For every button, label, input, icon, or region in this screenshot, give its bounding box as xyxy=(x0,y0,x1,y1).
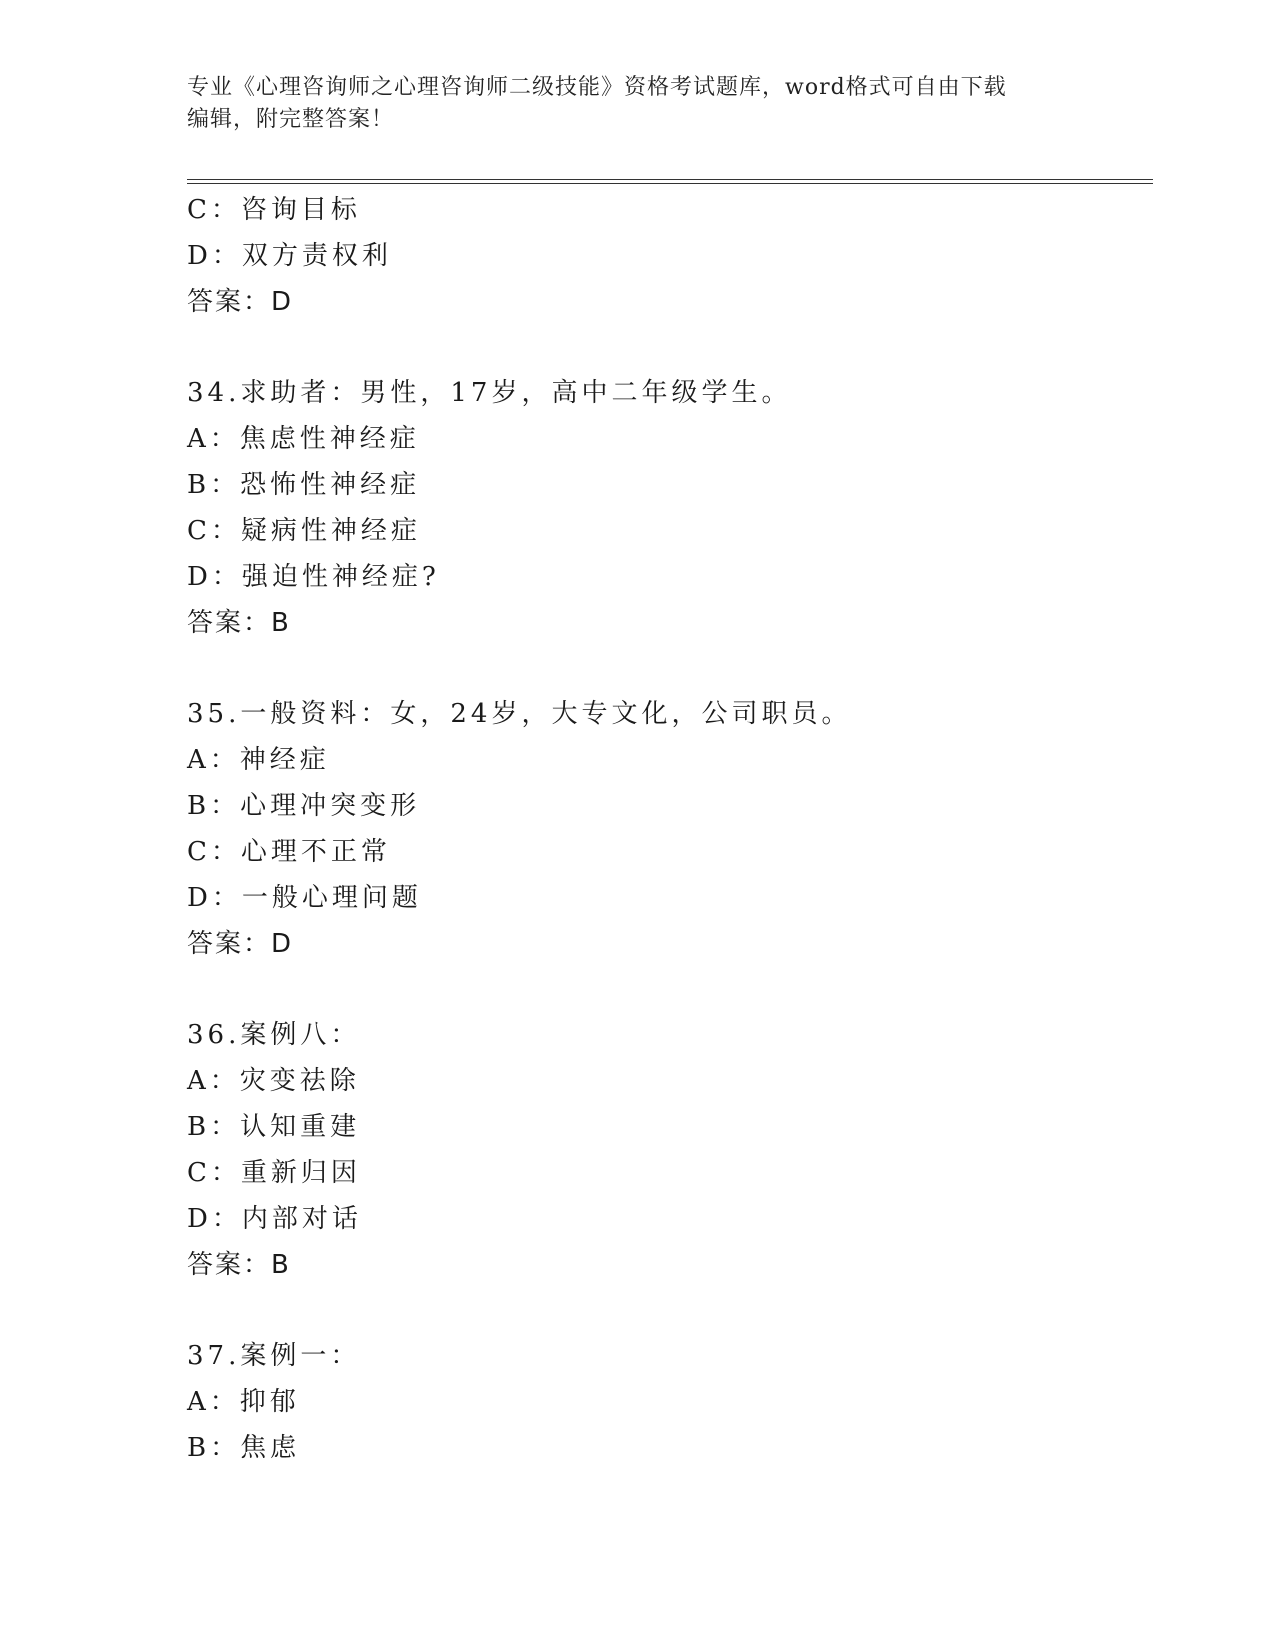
question-number: 36. xyxy=(187,1020,241,1050)
option-d xyxy=(187,233,1147,279)
question-stem xyxy=(187,370,1147,416)
question-number: 35. xyxy=(187,699,241,729)
option-d xyxy=(187,554,1147,600)
option-label: D： xyxy=(187,883,242,913)
answer-line: 答案：D xyxy=(187,929,294,959)
option-a xyxy=(187,737,1147,783)
option-c xyxy=(187,187,1147,233)
option-text: 双方责权利 xyxy=(241,241,392,271)
option-text: 强迫性神经症? xyxy=(241,562,440,592)
question-number: 34. xyxy=(187,378,241,408)
header-divider xyxy=(187,179,1153,184)
answer-line: 答案：D xyxy=(187,287,294,317)
option-d xyxy=(187,875,1147,921)
option-label: C： xyxy=(187,837,241,867)
option-label: C： xyxy=(187,1158,241,1188)
option-text: 恐怖性神经症 xyxy=(240,470,421,500)
option-text: 内部对话 xyxy=(241,1204,362,1234)
answer-line: 答案：B xyxy=(187,608,291,638)
answer-line: 答案：B xyxy=(187,1250,291,1280)
option-label: D： xyxy=(187,241,242,271)
option-c xyxy=(187,829,1147,875)
question-stem xyxy=(187,691,1147,737)
option-label: A： xyxy=(187,424,240,454)
option-label: D： xyxy=(187,1204,242,1234)
option-a xyxy=(187,416,1147,462)
option-label: B： xyxy=(187,470,241,500)
question-text: 案例八： xyxy=(240,1020,361,1050)
option-text: 心理冲突变形 xyxy=(240,791,421,821)
option-text: 心理不正常 xyxy=(240,837,391,867)
option-text: 焦虑性神经症 xyxy=(239,424,420,454)
header-line-1: 专业《心理咨询师之心理咨询师二级技能》资格考试题库，word格式可自由下载 xyxy=(187,75,1007,100)
option-text: 咨询目标 xyxy=(240,195,361,225)
page-header xyxy=(187,72,1067,136)
option-c xyxy=(187,508,1147,554)
option-b xyxy=(187,1104,1147,1150)
option-a xyxy=(187,1058,1147,1104)
option-label: D： xyxy=(187,562,242,592)
option-label: B： xyxy=(187,1433,241,1463)
option-text: 认知重建 xyxy=(240,1112,361,1142)
option-label: A： xyxy=(187,1387,240,1417)
option-text: 抑郁 xyxy=(239,1387,300,1417)
question-stem xyxy=(187,1333,1147,1379)
option-text: 疑病性神经症 xyxy=(240,516,421,546)
option-label: A： xyxy=(187,1066,240,1096)
option-label: C： xyxy=(187,516,241,546)
option-text: 神经症 xyxy=(239,745,330,775)
question-list xyxy=(187,187,1147,1471)
question-text: 案例一： xyxy=(240,1341,361,1371)
option-label: C： xyxy=(187,195,241,225)
header-line-2: 编辑，附完整答案！ xyxy=(187,107,395,132)
option-text: 一般心理问题 xyxy=(241,883,422,913)
option-d xyxy=(187,1196,1147,1242)
question-stem xyxy=(187,1012,1147,1058)
question-text: 一般资料：女，24岁，大专文化，公司职员。 xyxy=(240,699,852,729)
option-text: 灾变祛除 xyxy=(239,1066,360,1096)
option-label: B： xyxy=(187,791,241,821)
option-b xyxy=(187,783,1147,829)
option-label: A： xyxy=(187,745,240,775)
question-number: 37. xyxy=(187,1341,241,1371)
option-text: 焦虑 xyxy=(240,1433,301,1463)
option-text: 重新归因 xyxy=(240,1158,361,1188)
option-a xyxy=(187,1379,1147,1425)
option-b xyxy=(187,1425,1147,1471)
option-c xyxy=(187,1150,1147,1196)
option-b xyxy=(187,462,1147,508)
option-label: B： xyxy=(187,1112,241,1142)
question-text: 求助者：男性，17岁，高中二年级学生。 xyxy=(240,378,792,408)
